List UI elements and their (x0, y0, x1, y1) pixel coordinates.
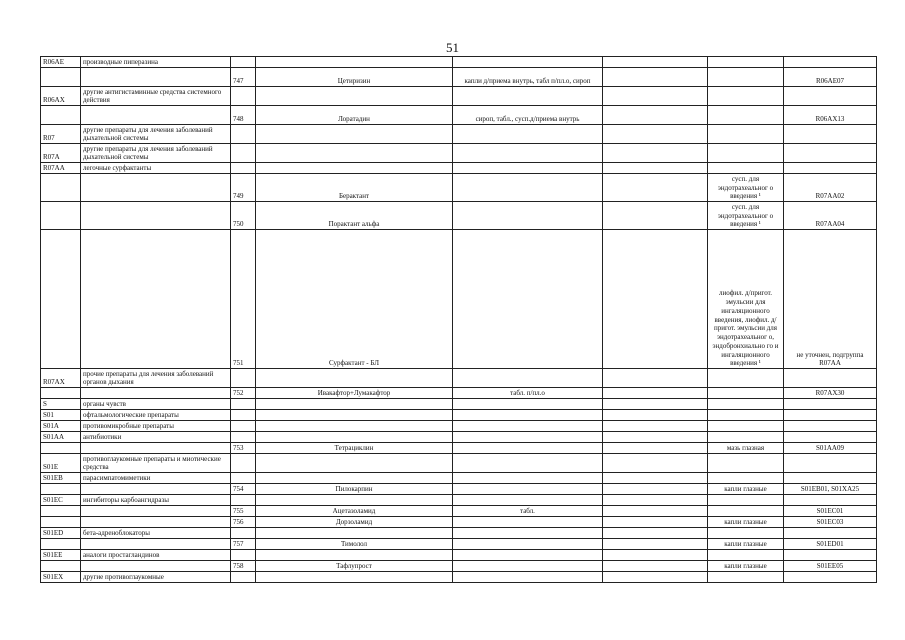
drug-name-cell: Ацетазоламид (256, 506, 453, 517)
drug-name-cell: Лоратадин (256, 106, 453, 125)
atc-code-cell (784, 432, 877, 443)
atc-group-code-cell (41, 561, 81, 572)
drug-name-cell: Цетиризин (256, 68, 453, 87)
atc-code-cell (784, 57, 877, 68)
drug-name-cell (256, 410, 453, 421)
drug-name-cell: Пилокарпин (256, 484, 453, 495)
dosage-form-cell (453, 369, 603, 388)
extra-column-cell (603, 506, 708, 517)
table-row (41, 163, 877, 174)
table-row (41, 495, 877, 506)
table-row (41, 174, 877, 202)
group-description-cell (81, 506, 231, 517)
item-number-cell: 750 (231, 202, 256, 230)
atc-code-cell: S01ED01 (784, 539, 877, 550)
extra-column-cell (603, 517, 708, 528)
extra-column-cell (603, 410, 708, 421)
special-dosage-form-cell (708, 572, 784, 583)
drug-name-cell (256, 144, 453, 163)
drug-name-cell: Берактант (256, 174, 453, 202)
item-number-cell (231, 421, 256, 432)
atc-group-code-cell (41, 174, 81, 202)
group-description-cell (81, 517, 231, 528)
extra-column-cell (603, 125, 708, 144)
page-number: 51 (446, 40, 459, 55)
group-description-cell: органы чувств (81, 399, 231, 410)
atc-group-code-cell (41, 443, 81, 454)
dosage-form-cell (453, 550, 603, 561)
dosage-form-cell (453, 484, 603, 495)
drug-name-cell: Тетрациклин (256, 443, 453, 454)
item-number-cell (231, 163, 256, 174)
atc-code-cell: R07AX30 (784, 388, 877, 399)
item-number-cell: 755 (231, 506, 256, 517)
extra-column-cell (603, 421, 708, 432)
extra-column-cell (603, 528, 708, 539)
group-description-cell: прочие препараты для лечения заболеваний органов дыхания (81, 369, 231, 388)
table-row (41, 528, 877, 539)
atc-code-cell (784, 528, 877, 539)
dosage-form-cell (453, 57, 603, 68)
extra-column-cell (603, 399, 708, 410)
special-dosage-form-cell (708, 473, 784, 484)
special-dosage-form-cell (708, 57, 784, 68)
extra-column-cell (603, 473, 708, 484)
group-description-cell (81, 174, 231, 202)
table-row (41, 68, 877, 87)
atc-code-cell: S01EC03 (784, 517, 877, 528)
drug-name-cell: Порактант альфа (256, 202, 453, 230)
atc-group-code-cell: S01EB (41, 473, 81, 484)
special-dosage-form-cell (708, 369, 784, 388)
atc-code-cell: R06AE07 (784, 68, 877, 87)
atc-code-cell (784, 572, 877, 583)
table-row (41, 230, 877, 369)
atc-group-code-cell (41, 202, 81, 230)
special-dosage-form-cell (708, 410, 784, 421)
table-row (41, 144, 877, 163)
extra-column-cell (603, 230, 708, 369)
special-dosage-form-cell (708, 144, 784, 163)
table-row (41, 125, 877, 144)
atc-group-code-cell: S01E (41, 454, 81, 473)
drug-name-cell (256, 550, 453, 561)
table-row (41, 399, 877, 410)
atc-code-cell (784, 369, 877, 388)
special-dosage-form-cell (708, 399, 784, 410)
table-row (41, 517, 877, 528)
table-row (41, 410, 877, 421)
special-dosage-form-cell: мазь глазная (708, 443, 784, 454)
special-dosage-form-cell (708, 454, 784, 473)
table-row (41, 369, 877, 388)
dosage-form-cell (453, 495, 603, 506)
atc-group-code-cell: S01AA (41, 432, 81, 443)
atc-code-cell (784, 125, 877, 144)
group-description-cell (81, 230, 231, 369)
group-description-cell (81, 68, 231, 87)
dosage-form-cell: сироп, табл., сусп.д/приема внутрь (453, 106, 603, 125)
dosage-form-cell: табл. п/пл.о (453, 388, 603, 399)
item-number-cell: 749 (231, 174, 256, 202)
special-dosage-form-cell (708, 421, 784, 432)
dosage-form-cell (453, 421, 603, 432)
atc-code-cell (784, 87, 877, 106)
drug-name-cell (256, 528, 453, 539)
dosage-form-cell (453, 230, 603, 369)
group-description-cell: производные пиперазина (81, 57, 231, 68)
dosage-form-cell (453, 517, 603, 528)
extra-column-cell (603, 202, 708, 230)
atc-code-cell (784, 421, 877, 432)
group-description-cell: другие противоглаукомные (81, 572, 231, 583)
dosage-form-cell (453, 473, 603, 484)
table-row (41, 484, 877, 495)
drug-name-cell (256, 399, 453, 410)
atc-code-cell (784, 495, 877, 506)
dosage-form-cell (453, 572, 603, 583)
drug-registry-table (40, 56, 877, 583)
table-row (41, 57, 877, 68)
dosage-form-cell: табл. (453, 506, 603, 517)
item-number-cell (231, 369, 256, 388)
dosage-form-cell (453, 443, 603, 454)
dosage-form-cell (453, 163, 603, 174)
special-dosage-form-cell: лиофил. д/пригот. эмульсии для ингаляционного введения, лиофил. д/пригот. эмульсии для эндотрахеальног о, эндобронхиально го и ингаляционного введения ¹ (708, 230, 784, 369)
drug-name-cell (256, 125, 453, 144)
table-row (41, 550, 877, 561)
atc-group-code-cell: R06AX (41, 87, 81, 106)
group-description-cell: другие препараты для лечения заболеваний дыхательной системы (81, 144, 231, 163)
extra-column-cell (603, 539, 708, 550)
atc-group-code-cell (41, 68, 81, 87)
dosage-form-cell (453, 399, 603, 410)
atc-code-cell: R07AA04 (784, 202, 877, 230)
item-number-cell (231, 57, 256, 68)
table-row (41, 106, 877, 125)
drug-name-cell: Тимолол (256, 539, 453, 550)
item-number-cell (231, 432, 256, 443)
special-dosage-form-cell (708, 432, 784, 443)
table-row (41, 421, 877, 432)
special-dosage-form-cell (708, 163, 784, 174)
atc-group-code-cell: S01ED (41, 528, 81, 539)
special-dosage-form-cell (708, 87, 784, 106)
group-description-cell: противоглаукомные препараты и миотические средства (81, 454, 231, 473)
drug-name-cell (256, 87, 453, 106)
table-row (41, 572, 877, 583)
extra-column-cell (603, 106, 708, 125)
drug-name-cell: Тафлупрост (256, 561, 453, 572)
table-row (41, 561, 877, 572)
extra-column-cell (603, 369, 708, 388)
special-dosage-form-cell (708, 68, 784, 87)
atc-code-cell (784, 399, 877, 410)
extra-column-cell (603, 495, 708, 506)
atc-code-cell: S01EE05 (784, 561, 877, 572)
item-number-cell: 747 (231, 68, 256, 87)
drug-name-cell: Дорзоламид (256, 517, 453, 528)
special-dosage-form-cell: капли глазные (708, 484, 784, 495)
dosage-form-cell (453, 410, 603, 421)
extra-column-cell (603, 87, 708, 106)
registry-body (41, 57, 877, 583)
atc-group-code-cell: R07AA (41, 163, 81, 174)
atc-group-code-cell: R07 (41, 125, 81, 144)
drug-name-cell (256, 473, 453, 484)
dosage-form-cell (453, 432, 603, 443)
special-dosage-form-cell: сусп. для эндотрахеальног о введения ¹ (708, 174, 784, 202)
group-description-cell (81, 484, 231, 495)
dosage-form-cell: капли д/приема внутрь, табл п/пл.о, сироп (453, 68, 603, 87)
drug-name-cell (256, 495, 453, 506)
group-description-cell: антибиотики (81, 432, 231, 443)
atc-code-cell (784, 144, 877, 163)
special-dosage-form-cell (708, 506, 784, 517)
item-number-cell (231, 473, 256, 484)
item-number-cell: 756 (231, 517, 256, 528)
table-row (41, 506, 877, 517)
atc-code-cell: S01AA09 (784, 443, 877, 454)
atc-group-code-cell: S (41, 399, 81, 410)
atc-group-code-cell (41, 388, 81, 399)
atc-group-code-cell: S01A (41, 421, 81, 432)
dosage-form-cell (453, 174, 603, 202)
dosage-form-cell (453, 87, 603, 106)
table-row (41, 388, 877, 399)
drug-name-cell (256, 454, 453, 473)
group-description-cell (81, 443, 231, 454)
table-row (41, 443, 877, 454)
atc-code-cell: R07AA02 (784, 174, 877, 202)
table-row (41, 454, 877, 473)
group-description-cell: ингибиторы карбоангидразы (81, 495, 231, 506)
item-number-cell (231, 495, 256, 506)
drug-name-cell (256, 421, 453, 432)
atc-code-cell (784, 163, 877, 174)
group-description-cell: противомикробные препараты (81, 421, 231, 432)
dosage-form-cell (453, 202, 603, 230)
group-description-cell (81, 388, 231, 399)
table-row (41, 432, 877, 443)
group-description-cell: другие препараты для лечения заболеваний дыхательной системы (81, 125, 231, 144)
extra-column-cell (603, 388, 708, 399)
atc-group-code-cell: S01EE (41, 550, 81, 561)
special-dosage-form-cell (708, 388, 784, 399)
atc-code-cell: S01EB01, S01XA25 (784, 484, 877, 495)
extra-column-cell (603, 144, 708, 163)
table-row (41, 202, 877, 230)
special-dosage-form-cell: капли глазные (708, 539, 784, 550)
dosage-form-cell (453, 561, 603, 572)
table-row (41, 539, 877, 550)
item-number-cell (231, 125, 256, 144)
item-number-cell: 754 (231, 484, 256, 495)
atc-group-code-cell (41, 506, 81, 517)
atc-group-code-cell: S01 (41, 410, 81, 421)
group-description-cell: другие антигистаминные средства системного действия (81, 87, 231, 106)
drug-name-cell (256, 432, 453, 443)
atc-code-cell (784, 550, 877, 561)
extra-column-cell (603, 57, 708, 68)
group-description-cell: парасимпатомиметики (81, 473, 231, 484)
special-dosage-form-cell (708, 495, 784, 506)
extra-column-cell (603, 454, 708, 473)
item-number-cell (231, 144, 256, 163)
drug-name-cell (256, 163, 453, 174)
atc-code-cell (784, 410, 877, 421)
extra-column-cell (603, 484, 708, 495)
atc-group-code-cell: R07A (41, 144, 81, 163)
atc-group-code-cell (41, 106, 81, 125)
extra-column-cell (603, 572, 708, 583)
table-row (41, 473, 877, 484)
special-dosage-form-cell (708, 528, 784, 539)
item-number-cell (231, 399, 256, 410)
item-number-cell (231, 528, 256, 539)
atc-group-code-cell (41, 230, 81, 369)
special-dosage-form-cell (708, 125, 784, 144)
extra-column-cell (603, 174, 708, 202)
item-number-cell: 752 (231, 388, 256, 399)
group-description-cell (81, 106, 231, 125)
extra-column-cell (603, 561, 708, 572)
atc-group-code-cell: S01EX (41, 572, 81, 583)
item-number-cell: 757 (231, 539, 256, 550)
group-description-cell: легочные сурфактанты (81, 163, 231, 174)
special-dosage-form-cell (708, 550, 784, 561)
atc-group-code-cell: R07AX (41, 369, 81, 388)
group-description-cell (81, 202, 231, 230)
extra-column-cell (603, 432, 708, 443)
drug-name-cell (256, 572, 453, 583)
item-number-cell: 748 (231, 106, 256, 125)
extra-column-cell (603, 163, 708, 174)
extra-column-cell (603, 443, 708, 454)
atc-code-cell: R06AX13 (784, 106, 877, 125)
special-dosage-form-cell: капли глазные (708, 517, 784, 528)
atc-group-code-cell (41, 539, 81, 550)
group-description-cell: офтальмологические препараты (81, 410, 231, 421)
atc-group-code-cell: R06AE (41, 57, 81, 68)
item-number-cell (231, 550, 256, 561)
group-description-cell (81, 561, 231, 572)
atc-group-code-cell (41, 517, 81, 528)
atc-code-cell (784, 454, 877, 473)
atc-code-cell: не уточнен, подгруппа R07AA (784, 230, 877, 369)
drug-name-cell: Ивакафтор+Лумакафтор (256, 388, 453, 399)
special-dosage-form-cell: сусп. для эндотрахеальног о введения ¹ (708, 202, 784, 230)
drug-name-cell (256, 57, 453, 68)
drug-name-cell (256, 369, 453, 388)
group-description-cell: бета-адреноблокаторы (81, 528, 231, 539)
item-number-cell (231, 454, 256, 473)
table-row (41, 87, 877, 106)
item-number-cell: 758 (231, 561, 256, 572)
extra-column-cell (603, 68, 708, 87)
special-dosage-form-cell: капли глазные (708, 561, 784, 572)
atc-group-code-cell (41, 484, 81, 495)
dosage-form-cell (453, 144, 603, 163)
extra-column-cell (603, 550, 708, 561)
atc-code-cell (784, 473, 877, 484)
dosage-form-cell (453, 454, 603, 473)
special-dosage-form-cell (708, 106, 784, 125)
dosage-form-cell (453, 539, 603, 550)
item-number-cell (231, 410, 256, 421)
group-description-cell (81, 539, 231, 550)
item-number-cell (231, 572, 256, 583)
item-number-cell: 751 (231, 230, 256, 369)
dosage-form-cell (453, 528, 603, 539)
item-number-cell (231, 87, 256, 106)
item-number-cell: 753 (231, 443, 256, 454)
drug-name-cell: Сурфактант - БЛ (256, 230, 453, 369)
group-description-cell: аналоги простагландинов (81, 550, 231, 561)
atc-group-code-cell: S01EC (41, 495, 81, 506)
dosage-form-cell (453, 125, 603, 144)
atc-code-cell: S01EC01 (784, 506, 877, 517)
